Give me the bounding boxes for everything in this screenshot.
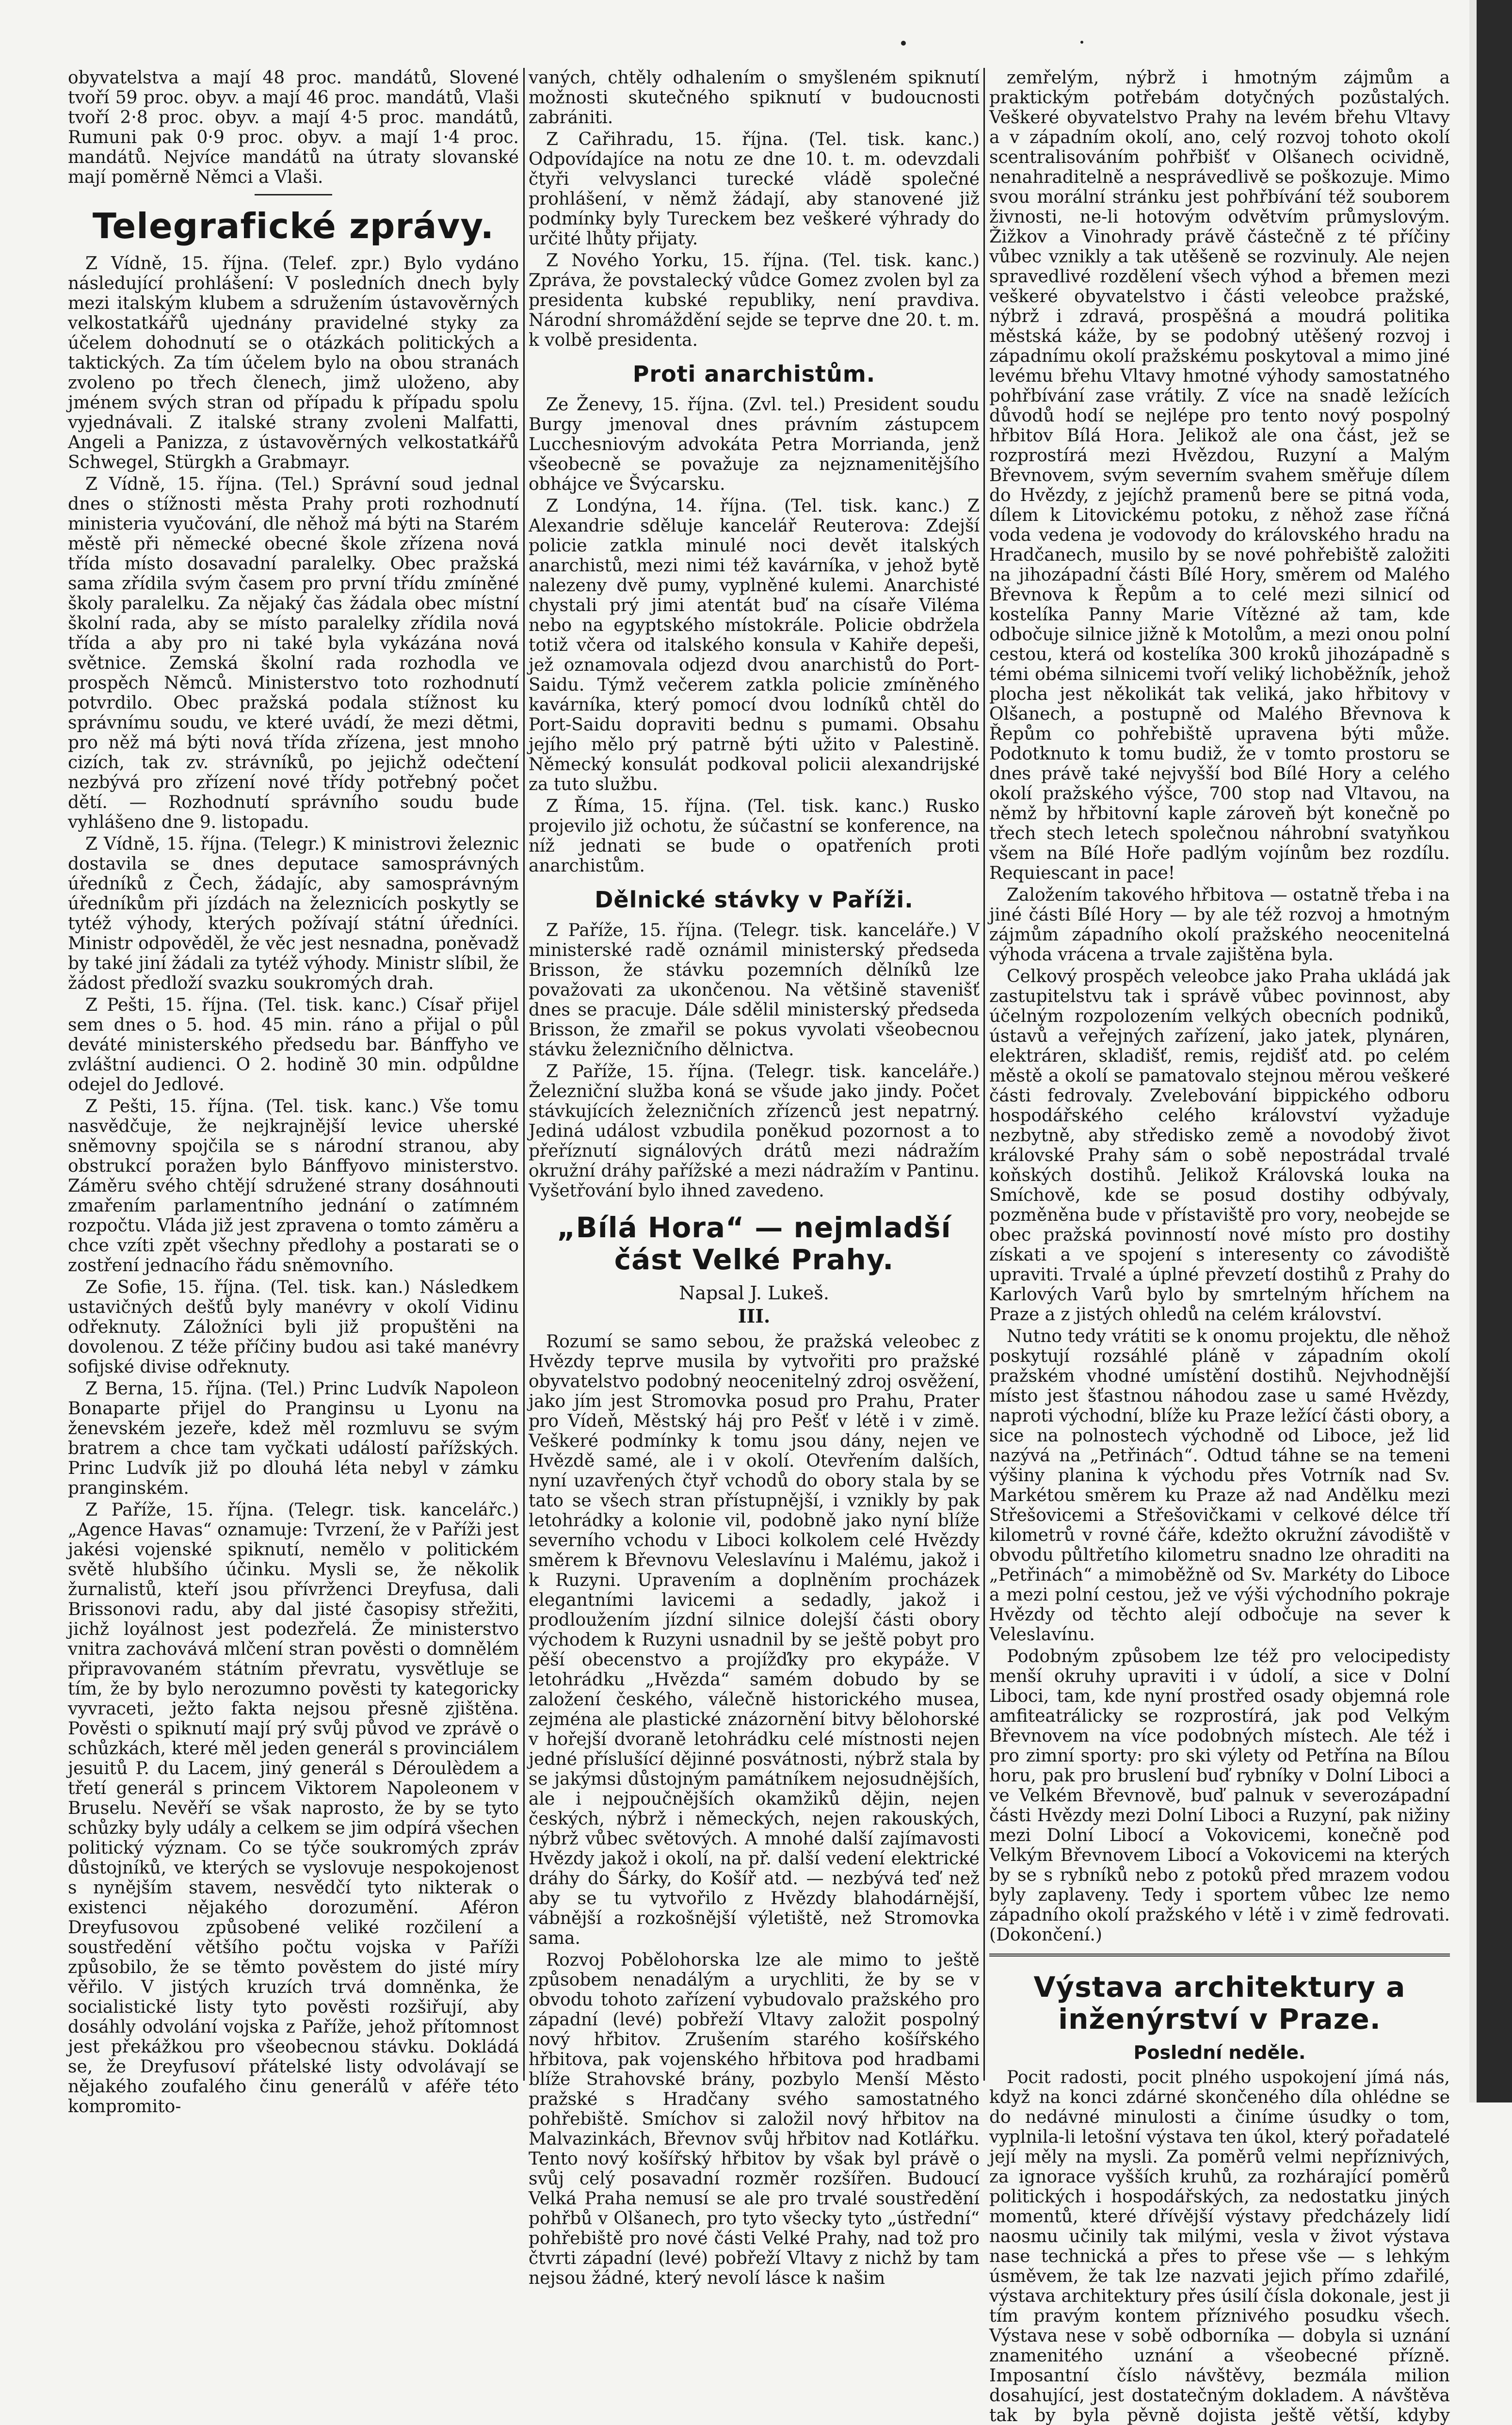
news-block xyxy=(529,129,980,350)
paragraph: Z Vídně, 15. října. (Tel.) Správní soud jednal dnes o stížnosti města Prahy proti rozhodnutí ministeria vyučování, dle něhož má býti na Starém městě při německé obecné škole zřízena nová třída místo dosavadní paralelky. Obec pražská sama zřídila svým časem pro první třídu zmíněné školy paralelku. Za nějaký čas žádala obec místní školní rada, aby se místo paralelky zřídila nová třída a aby pro ni také byla vykázána nová světnice. Zemská školní rada rozhodla ve prospěch Němců. Ministerstvo toto rozhodnutí potvrdilo. Obec pražská podala stížnost ku správnímu soudu, ve které uvádí, že mezi dětmi, pro něž má býti nová třída zřízena, jest mnoho cizích, tak zv. strávníků, po jejichž odečtení nezbývá pro zřízení nové třídy potřebný počet dětí. — Rozhodnutí správního soudu bude vyhlášeno dne 9. listopadu. xyxy=(68,474,519,832)
printer-mark xyxy=(1080,41,1083,44)
divider xyxy=(255,194,332,195)
news-block xyxy=(529,921,980,1201)
page-edge xyxy=(1469,0,1477,2102)
paragraph: Z Paříže, 15. října. (Telegr. tisk. kanceláře.) Železniční služba koná se všude jako jindy. Počet stávkujících železničních zřízenců jest nepatrný. Jediná událost vzbudila poněkud pozornost a to přeříznutí signálových drátů mezi nádražím okružní dráhy pařížské a mezi nádražím v Pantinu. Vyšetřování bylo ihned zavedeno. xyxy=(529,1062,980,1201)
article-continuation: vaných, chtěly odhalením o smyšleném spiknutí možnosti skutečného spiknutí v budoucnosti zabrániti. xyxy=(529,68,980,128)
paragraph: Ze Sofie, 15. října. (Tel. tisk. kan.) Následkem ustavičných dešťů byly manévry v okolí Vidinu odřeknuty. Záložníci byli již propuštěni na dovolenou. Z téže příčiny budou asi také manévry sofijské divise odřeknuty. xyxy=(68,1277,519,1377)
paragraph: Z Pešti, 15. října. (Tel. tisk. kanc.) Císař přijel sem dnes o 5. hod. 45 min. ráno a přijal o půl deváté ministerského předsedu bar. Bánffyho ve zvláštní audienci. O 2. hodině 30 min. odpůldne odejel do Jedlové. xyxy=(68,995,519,1095)
paragraph: Rozumí se samo sebou, že pražská veleobec z Hvězdy teprve musila by vytvořiti pro pražské obyvatelstvo podobný neocenitelný zdroj osvěžení, jako jím jest Stromovka posud pro Prahu, Prater pro Vídeň, Městský háj pro Pešť v létě i v zimě. Veškeré podmínky k tomu jsou dány, nejen ve Hvězdě samé, ale i v okolí. Otevřením dalších, nyní uzavřených čtyř vchodů do obory stala by se tato se všech stran přístupnější, i vznikly by pak letohrádky a kolonie vil, podobně jako nyní blíže severního vchodu v Liboci kolkolem celé Hvězdy směrem k Břevnovu Veleslavínu i Malému, jakož i k Ruzyni. Upravením a doplněním procházek elegantními lavicemi a sedadly, jakož i prodloužením jízdní silnice dolejší části obory východem k Ruzyni usnadnil by se ještě pobyt pro pěší obecenstvo a projížďky pro ekypáže. V letohrádku „Hvězda“ samém dobudo by se založení českého, válečně historického musea, zejména ale plastické znázornění bitvy bělohorské v hořejší dvoraně letohrádku celé místnosti nejen jedné příslušící dějinné posvátnosti, nýbrž stala by se jakýmsi důstojným památníkem nejosudnějších, ale i nejpoučnějších okamžiků dějin, nejen českých, nýbrž i německých, nejen rakouských, nýbrž vůbec světových. A mnohé další zajímavosti Hvězdy jakož i okolí, na př. další vedení elektrické dráhy do Šárky, do Košíř atd. — nezbývá teď než aby se tu vytvořilo z Hvězdy blahodárnější, vábnější a rozkošnější výletiště, než Stromovka sama. xyxy=(529,1332,980,1948)
article-continuation: obyvatelstva a mají 48 proc. mandátů, Slovené tvoří 59 proc. obyv. a mají 46 proc. mandátů, Vlaši tvoří 2·8 proc. obyv. a mají 4·5 proc. mandátů, Rumuni pak 0·9 proc. obyv. a mají 1·4 proc. mandátů. Nejvíce mandátů na útraty slovanské mají poměrně Němci a Vlaši. xyxy=(68,68,519,187)
paragraph: Pocit radosti, pocit plného uspokojení jímá nás, když na konci zdárné skončeného díla ohlédne se do nedávné minulosti a činíme úsudky o tom, vyplnila-li letošní výstava ten úkol, který pořadatelé její měly na mysli. Za poměrů velmi nepříznivých, za ignorace vyšších kruhů, za rozhárající poměrů politických i hospodářských, za nedostatku jiných momentů, které dřívější výstavy předcházely lidí naosmu učinily tak milými, vesla v život výstava nase technická a přes to přese vše — s lehkým úsměvem, že tak lze nazvati jejich přímo zdařilé, výstava architektury přes úsilí čísla dokonale, jest ji tím pravým kontem příznivého posudku všech. Výstava nese v sobě odborníka — dobyla si uznání znamenitého uznání a všeobecné přízně. Imposantní číslo návštěvy, bezmála milion dosahující, jest dostatečným dokladem. A návštěva tak by byla pěvně dojista ještě větší, kdyby xyxy=(989,2068,1450,2425)
paragraph: Ze Ženevy, 15. října. (Zvl. tel.) President soudu Burgy jmenoval dnes právním zástupcem Lucchesniovým advokáta Petra Morrianda, jenž všeobecně se považuje za nejznamenitějšího obhájce ve Švýcarsku. xyxy=(529,395,980,494)
paragraph: Podobným způsobem lze též pro velocipedisty menší okruhy upraviti i v údolí, a sice v Dolní Liboci, tam, kde nyní prostřed osady objemná role amfiteatrálicky se rozprostírá, jak pod Velkým Břevnovem na více podobných místech. Ale též i pro zimní sporty: pro ski výlety od Petřína na Bílou horu, pak pro bruslení buď rybníky v Dolní Liboci a ve Velkém Břevnově, buď palnuk v severozápadní části Hvězdy mezi Dolní Liboci a Ruzyní, pak nižiny mezi Dolní Libocí a Vokovicemi, konečně pod Velkým Břevnovem Libocí a Vokovicemi na kterých by se s rybníků nebo z potoků před mrazem vodou byly zaplaveny. Tedy i sportem vůbec lze nemo západního okolí pražského v létě i v zimě fedrovati. (Dokončení.) xyxy=(989,1647,1450,1945)
telegram-list xyxy=(68,254,519,2117)
section-heading-telegrams: Telegrafické zprávy. xyxy=(92,206,495,246)
scan-margin xyxy=(1477,0,1512,2102)
paragraph: Z Nového Yorku, 15. října. (Tel. tisk. kanc.) Zpráva, že povstalecký vůdce Gomez zvolen byl za presidenta kubské republiky, není pravdiva. Národní shromáždění sejde se teprve dne 20. t. m. k volbě presidenta. xyxy=(529,251,980,350)
article-body xyxy=(989,2068,1450,2425)
paragraph: Z Paříže, 15. října. (Telegr. tisk. kanceláře.) V ministerské radě oznámil ministerský předseda Brisson, že stávku pozemních dělníků lze považovati za ukončenou. Na většině stavenišť dnes se pracuje. Dále sdělil ministerský předseda Brisson, že zmařil se pokus vyvolati všeobecnou stávku železničního dělnictva. xyxy=(529,921,980,1060)
section-heading-strikes: Dělnické stávky v Paříži. xyxy=(595,887,914,913)
paragraph: Nutno tedy vrátiti se k onomu projektu, dle něhož poskytují rozsáhlé pláně v západním okolí pražském vhodné umístění dostihů. Nejvhodnější místo jest šťastnou náhodou zase u samé Hvězdy, naproti východní, blíže ku Praze ležící části obory, a sice na polnostech východně od Liboce, jež lid nazývá na „Petřinách“. Odtud táhne se na temeni výšiny planina k východu přes Votrník nad Sv. Markétou směrem ku Praze až nad Andělku mezi Střešovicemi a Střešovičkami v celkové délce tří kilometrů v rovné čáře, kdežto okružní závodiště v obvodu půltřetího kilometru snadno lze ohraditi na „Petřinách“ a mimoběžně od Sv. Markéty do Liboce a mezi polní cestou, jež ve výši východního pokraje Hvězdy od těchto alejí odbočuje na sever k Veleslavínu. xyxy=(989,1326,1450,1645)
part-number: III. xyxy=(738,1305,771,1327)
paragraph: Celkový prospěch veleobce jako Praha ukládá jak zastupitelstvu tak i správě vůbec povinnost, aby účelným rozpolozením velkých obecních podniků, ústavů a veřejných zařízení, jako jatek, plynáren, elektráren, skladišť, remis, rejdišť atd. po celém městě a okolí se pamatovalo stejnou měrou veškeré části fedrovaly. Zvelebování bippického odboru hospodářského celého království vyžaduje nezbytně, aby středisko země a novodobý život královské Prahy sám o sobě nepostrádal trvalé koňských dostihů. Jelikož Královská louka na Smíchově, kde se posud dostihy odbývaly, pozměněna bude v přístaviště pro vory, neobejde se obec pražská povinností nové místo pro dostihy získati a ve spojení s interesenty co závodiště upraviti. Trvalé a úplné převzetí dostihů z Prahy do Karlových Varů bylo by smrtelným hříchem na Praze a z jistých ohledů na celém království. xyxy=(989,967,1450,1325)
feuilleton-body xyxy=(529,1332,980,2288)
paragraph: Z Berna, 15. října. (Tel.) Princ Ludvík Napoleon Bonaparte přijel do Pranginsu u Lyonu na ženevském jezeře, kdež měl rozmluvu se svým bratrem a chce tam vyčkati událostí pařížských. Princ Ludvík již po dlouhá léta nebyl v zámku pranginském. xyxy=(68,1379,519,1498)
article-subtitle: Poslední neděle. xyxy=(1133,2042,1306,2063)
column-rule xyxy=(983,68,985,2081)
printer-mark xyxy=(901,41,906,46)
byline: Napsal J. Lukeš. xyxy=(679,1282,829,1304)
article-title-exhibition: Výstava architektury a inženýrství v Praze. xyxy=(1033,1971,1406,2036)
article-title-bila-hora: „Bílá Hora“ — nejmladší část Velké Prahy. xyxy=(557,1211,951,1276)
paragraph: Z Říma, 15. října. (Tel. tisk. kanc.) Rusko projevilo již ochotu, že súčastní se konference, na níž jednati se bude o opatřeních proti anarchistům. xyxy=(529,796,980,876)
section-heading-anarchists: Proti anarchistům. xyxy=(632,361,876,387)
paragraph: Z Vídně, 15. října. (Telegr.) K ministrovi železnic dostavila se dnes deputace samosprávných úředníků z Čech, žádajíc, aby samosprávným úředníkům při jízdách na železnicích poskytly se tytéž výhody, kterých požívají státní úředníci. Ministr odpověděl, že věc jest nesnadna, poněvadž by také jiní žádali za tytéž výhody. Ministr slíbil, že žádost předloží svazku soukromých drah. xyxy=(68,834,519,993)
column-2 xyxy=(529,68,980,2288)
section-frame xyxy=(989,1954,1450,2425)
column-1 xyxy=(68,68,519,2117)
paragraph: zemřelým, nýbrž i hmotným zájmům a praktickým potřebám dotyčných pozůstalých. Veškeré obyvatelstvo Prahy na levém břehu Vltavy a v západním okolí, ano, celý rozvoj tohoto okolí scentralisováním pohřbišť v Olšanech ocividně, nenahraditelně a nesprávedlivě se poškozuje. Mimo svou morální stránku jest pohřbívání též souborem živnosti, ne-li hotovým odvětvím průmyslovým. Žižkov a Vinohrady právě částečně z té příčiny vůbec vznikly a tak utěšeně se rozvinuly. Ale nejen spravedlivé rozdělení všech výhod a břemen mezi veškeré obyvatelstvo i části veleobce pražské, nýbrž i zdravá, prospěšná a moudrá politika městská káže, by se podobný utěšený rozvoj i západnímu okolí pražskému poskytoval a mimo jiné levému břehu Vltavy hmotné výhody samostatného pohřbívání zase vrátily. Z více na snadě ležících důvodů hodí se nejlépe pro tento nový pospolný hřbitov Bílá Hora. Jelikož ale ona část, jež se rozprostírá mezi Hvězdou, Ruzyní a Malým Břevnovem, svým severním svahem směřuje dílem do Hvězdy, z jejíchž pramenů bere se pitná voda, dílem k Litovickému potoku, z něhož zase říčná voda vedena je vodovody do královského hradu na Hradčanech, musilo by se nové pohřebiště založiti na jihozápadní části Bílé Hory, směrem od Malého Břevnova k Řepům a to celé mezi silnicí od kostelíka Panny Marie Vítězné až tam, kde odbočuje silnice jižně k Motolům, a mezi onou polní cestou, která od kostelíka 300 kroků jihozápadně s témi obéma silnicemi tvoří veliký lichoběžník, jehož plocha jest několikát tak veliká, jako hřbitovy v Olšanech, a postupně od Malého Břevnova k Řepům co pohřebiště upravena býti může. Podotknuto k tomu budiž, že v tomto prostoru se dnes právě také nejvyšší bod Bílé Hory a celého okolí pražského výšce, 700 stop nad Vltavou, na němž by hřbitovní kaple zároveň být konečně po třech stech letech společnou náhrobní svatyňkou všem na Bílé Hoře padlým vojínům bez rozdílu. Requiescant in pace! xyxy=(989,68,1450,883)
feuilleton-body xyxy=(989,68,1450,1945)
paragraph: Z Pešti, 15. října. (Tel. tisk. kanc.) Vše tomu nasvědčuje, že nejkrajnější levice uherské sněmovny spojčila se s národní stranou, aby obstrukcí poražen bylo Bánffyovo ministerstvo. Záměru svého chtějí sdružené strany dosáhnouti zmařením parlamentního jednání o zatímném rozpočtu. Vláda již jest zpravena o tomto záměru a chce vzíti zpět všechny předlohy a postarati se o zostření jednacího řádu sněmovního. xyxy=(68,1097,519,1276)
news-block xyxy=(529,395,980,876)
paragraph: Z Cařihradu, 15. října. (Tel. tisk. kanc.) Odpovídajíce na notu ze dne 10. t. m. odevzdali čtyři velvyslanci turecké vládě společné prohlášení, v němž žádají, aby stanovené již podmínky byly Tureckem bez veškeré výhrady do určité lhůty přijaty. xyxy=(529,129,980,249)
column-3 xyxy=(989,68,1450,2425)
paragraph: Z Londýna, 14. října. (Tel. tisk. kanc.) Z Alexandrie sděluje kancelář Reuterova: Zdejší policie zatkla minulé noci devět italských anarchistů, mezi nimi též kavárníka, v jehož bytě nalezeny dvě pumy, vyplněné kulemi. Anarchisté chystali prý jimi atentát buď na císaře Viléma nebo na egyptského místokrále. Policie obdržela totiž včera od italského konsula v Kahiře depeši, jež oznamovala odjezd dvou anarchistů do Port-Saidu. Týmž večerem zatkla policie zmíněného kavárníka, který pomocí dvou lodníků chtěl do Port-Saidu dopraviti bednu s pumami. Obsahu jejího mělo prý patrně býti užito v Palestině. Německý konsulát podkoval policii alexandrijské za tuto službu. xyxy=(529,496,980,794)
paragraph: Založením takového hřbitova — ostatně třeba i na jiné části Bílé Hory — by ale též rozvoj a hmotným zájmům západního okolí pražského neocenitelná výhoda vrácena a trvale zajištěna byla. xyxy=(989,885,1450,965)
paragraph: Rozvoj Pobělohorska lze ale mimo to ještě způsobem nenadálým a urychliti, že by se v obvodu tohoto zařízení vybudovalo pražského pro západní (levé) pobřeží Vltavy založit pospolný nový hřbitov. Zrušením starého košířského hřbitova, pak vojenského hřbitova pod hradbami blíže Strahovské brány, pozbylo Menší Město pražské s Hradčany svého samostatného pohřebiště. Smíchov si založil nový hřbitov na Malvazinkách, Břevnov svůj hřbitov nad Kotlářku. Tento nový košířský hřbitov by však byl právě o svůj celý posavadní rozměr rozšířen. Budoucí Velká Praha nemusí se ale pro trvalé soustředění pohřbů v Olšanech, pro tyto všecky tyto „ústřední“ pohřebiště pro nové části Velké Prahy, nad tož pro čtvrti západní (levé) pobřeží Vltavy z nichž by tam nejsou žádné, který nevolí lásce k našim xyxy=(529,1950,980,2288)
paragraph: Z Vídně, 15. října. (Telef. zpr.) Bylo vydáno následující prohlášení: V posledních dnech byly mezi italským klubem a sdružením ústavověrných velkostatkářů ujednány pravidelné styky za účelem dohodnutí se o otázkách politických a taktických. Za tím účelem bylo na obou stranách zvoleno po třech členech, jimž uloženo, aby jménem svých stran od případu k případu spolu vyjednávali. Z italské strany zvoleni Malfatti, Angeli a Panizza, z ústavověrných velkostatkářů Schwegel, Stürgkh a Grabmayr. xyxy=(68,254,519,472)
paragraph: Z Paříže, 15. října. (Telegr. tisk. kancelářc.) „Agence Havas“ oznamuje: Tvrzení, že v Paříži jest jakési vojenské spiknutí, nemělo v politickém světě hlubšího účinku. Mysli se, že několik žurnalistů, kteří jsou přívrženci Dreyfusa, dali Brissonovi radu, aby dal jisté časopisy střežiti, jichž loyálnost jest podezřelá. Že ministerstvo vnitra zachovává mlčení stran pověsti o domnělém připravovaném státním převratu, vysvětluje se tím, že by bylo nerozumno pověsti ty kategoricky vyvraceti, ježto fakta nejsou přesně zjištěna. Pověsti o spiknutí mají prý svůj původ ve zprávě o schůzkách, které měl jeden generál s provinciálem jesuitů P. du Lacem, jiný generál s Déroulèdem a třetí generál s princem Viktorem Napoleonem v Bruselu. Nevěří se však naprosto, že by se tyto schůzky byly udály a celkem se jim odpírá všechen politický význam. Co se týče soukromých zpráv důstojníků, ve kterých se vyslovuje nespokojenost s nynějším stavem, nesvědčí tyto nikterak o existenci nějakého dorozumění. Aféron Dreyfusovou způsobené veliké rozčilení a soustředění většího počtu vojska v Paříži způsobilo, že se těmto pověstem do jisté míry věřilo. V jistých kruzích trvá domněnka, že socialistické listy tyto pověsti rozšiřují, aby dosáhly odvolání vojska z Paříže, jehož přítomnost jest překážkou pro všeobecnou stávku. Dokládá se, že Dreyfusoví přátelské listy odvolávají se nějakého zoufalého činu generálů v aféře této kompromito- xyxy=(68,1500,519,2117)
column-rule xyxy=(523,68,525,2081)
